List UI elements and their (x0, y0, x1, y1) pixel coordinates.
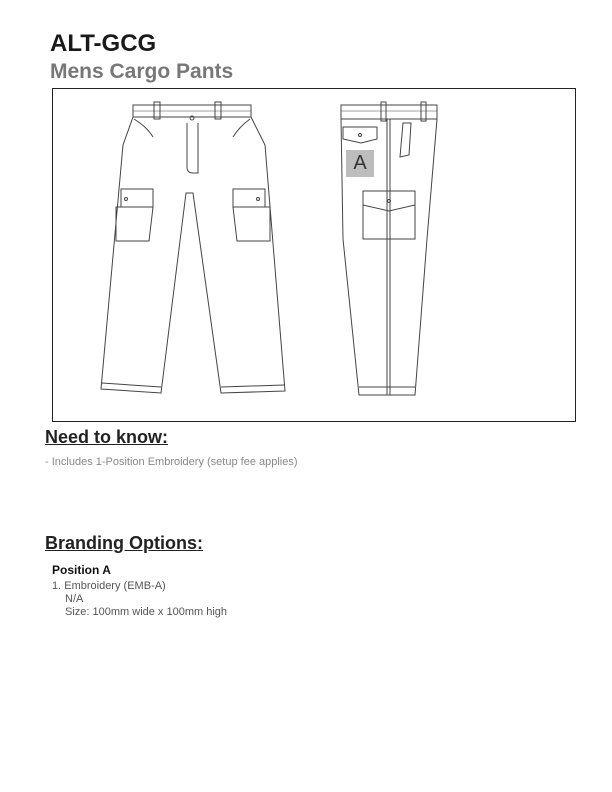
branding-options-heading: Branding Options: (45, 533, 203, 553)
cargo-pants-drawing (53, 89, 577, 423)
side-view-pants (341, 102, 437, 395)
branding-method: 1. Embroidery (EMB-A) (52, 580, 166, 592)
front-view-pants (101, 102, 285, 393)
garment-illustration (52, 88, 576, 422)
position-a-title: Position A (52, 563, 111, 577)
product-code: ALT-GCG (50, 30, 157, 57)
branding-detail: N/A (65, 593, 84, 605)
position-a-marker: A (346, 150, 374, 177)
product-name: Mens Cargo Pants (50, 60, 234, 83)
need-to-know-note: - Includes 1-Position Embroidery (setup fee applies) (45, 456, 298, 468)
need-to-know-heading: Need to know: (45, 427, 169, 447)
branding-size: Size: 100mm wide x 100mm high (65, 606, 228, 618)
